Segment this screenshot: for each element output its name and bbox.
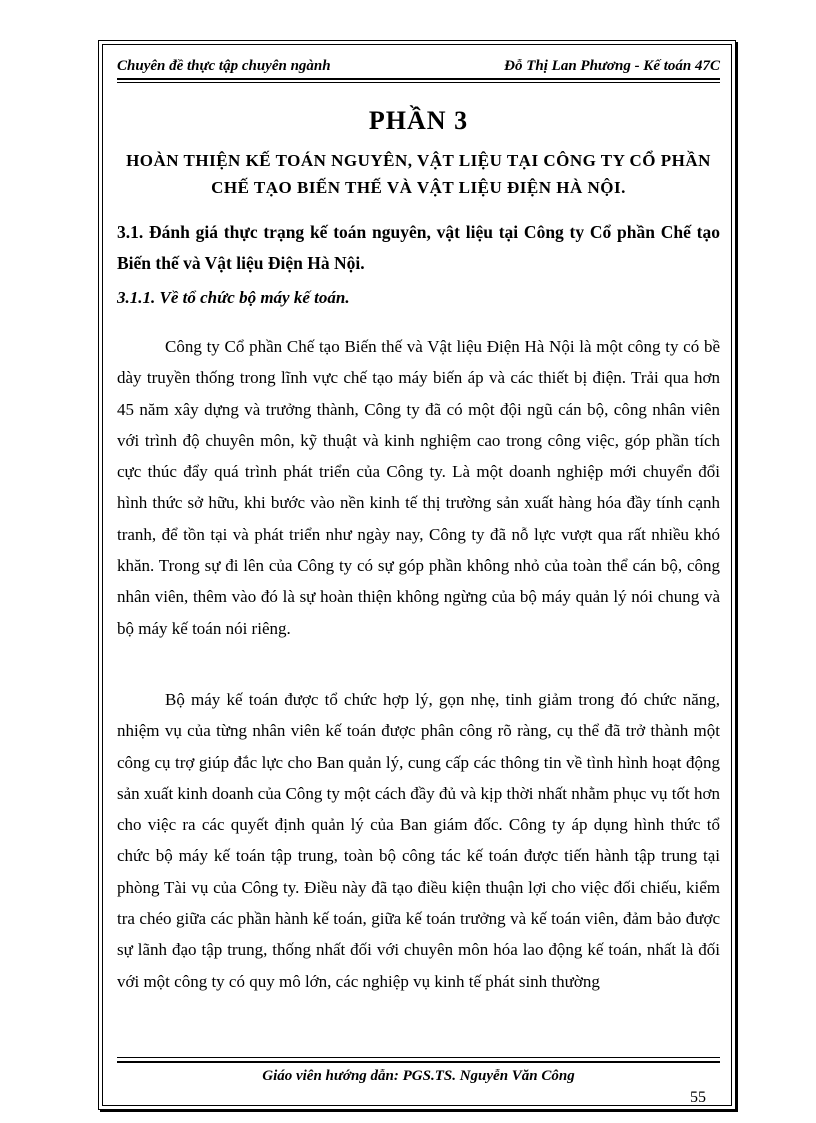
footer-rule: [117, 1061, 720, 1063]
page-footer: Giáo viên hướng dẫn: PGS.TS. Nguyễn Văn Công: [262, 1068, 575, 1084]
chapter-title: HOÀN THIỆN KẾ TOÁN NGUYÊN, VẬT LIỆU TẠI CÔNG TY CỔ PHẦN CHẾ TẠO BIẾN THẾ VÀ VẬT LIỆU ĐIỆN HÀ NỘI.: [126, 151, 711, 197]
header-left-text: Chuyên đề thực tập chuyên ngành: [117, 58, 331, 74]
header-rule-thin: [117, 82, 720, 83]
body-paragraph-1: Công ty Cổ phần Chế tạo Biến thế và Vật liệu Điện Hà Nội là một công ty có bề dày truyền thống trong lĩnh vực chế tạo máy biến áp và các thiết bị điện. Trải qua hơn 45 năm xây dựng và trưởng thành, Công ty đã có một đội ngũ cán bộ, công nhân viên với trình độ chuyên môn, kỹ thuật và kinh nghiệm cao trong công việc, góp phần tích cực thúc đẩy quá trình phát triển của Công ty. Là một doanh nghiệp mới chuyển đổi hình thức sở hữu, khi bước vào nền kinh tế thị trường sản xuất hàng hóa đầy tính cạnh tranh, để tồn tại và phát triển như ngày nay, Công ty đã nỗ lực vượt qua rất nhiều khó khăn. Trong sự đi lên của Công ty có sự góp phần không nhỏ của toàn thể cán bộ, công nhân viên, thêm vào đó là sự hoàn thiện không ngừng của bộ máy quản lý nói chung và bộ máy kế toán nói riêng.: [117, 337, 720, 638]
body-paragraph-2: Bộ máy kế toán được tổ chức hợp lý, gọn nhẹ, tinh giảm trong đó chức năng, nhiệm vụ của từng nhân viên kế toán được phân công rõ ràng, cụ thể đã trở thành một công cụ trợ giúp đắc lực cho Ban quản lý, cung cấp các thông tin về tình hình hoạt động sản xuất kinh doanh của Công ty một cách đầy đủ và kịp thời nhất nhằm phục vụ tốt hơn cho việc ra các quyết định quản lý của Ban giám đốc. Công ty áp dụng hình thức tổ chức bộ máy kế toán tập trung, toàn bộ công tác kế toán được tiến hành tập trung tại phòng Tài vụ của Công ty. Điều này đã tạo điều kiện thuận lợi cho việc đối chiếu, kiểm tra chéo giữa các phần hành kế toán, giữa kế toán trưởng và kế toán viên, đảm bảo được sự lãnh đạo tập trung, thống nhất đối với chuyên môn hóa lao động kế toán, nhất là đối với một công ty có quy mô lớn, các nghiệp vụ kinh tế phát sinh thường: [117, 690, 720, 991]
footer-rule-thin: [117, 1057, 720, 1058]
header-right-text: Đỗ Thị Lan Phương - Kế toán 47C: [504, 58, 720, 74]
page-header: [117, 58, 720, 75]
header-rule: [117, 78, 720, 80]
section-title: 3.1. Đánh giá thực trạng kế toán nguyên, vật liệu tại Công ty Cổ phần Chế tạo Biến thế và Vật liệu Điện Hà Nội.: [117, 222, 720, 273]
part-title: PHẦN 3: [368, 106, 469, 135]
page-number: 55: [690, 1089, 706, 1106]
subsection-title: 3.1.1. Về tổ chức bộ máy kế toán.: [117, 288, 350, 307]
